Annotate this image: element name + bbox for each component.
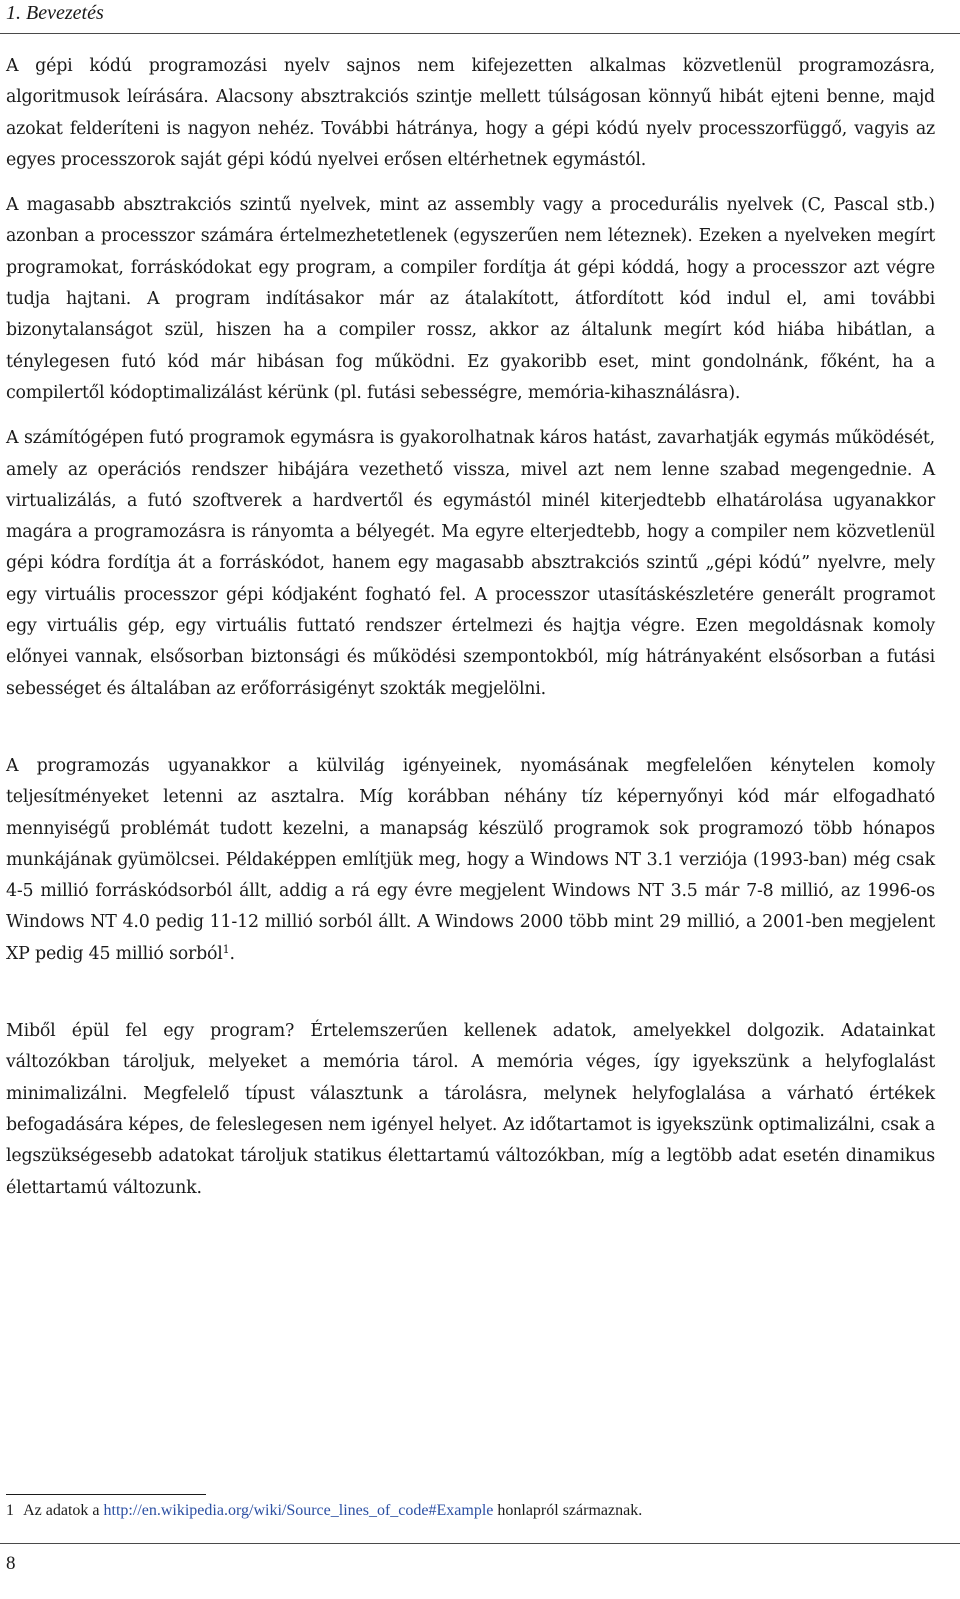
paragraph-machine-code: A gépi kódú programozási nyelv sajnos nem kifejezetten alkalmas közvetlenül programozásra, algoritmusok leírására. Alacsony absztrakciós szintje mellett túlságosan könnyű hibát ejteni benne, majd azokat felderíteni is nagyon nehéz. További hátránya, hogy a gépi kódú nyelv processzorfüggő, vagyis az egyes processzorok saját gépi kódú nyelvei erősen eltérhetnek egymástól. [6, 56, 935, 170]
paragraph-variables: Miből épül fel egy program? Értelemszerűen kellenek adatok, amelyekkel dolgozik. Adatainkat változókban tároljuk, melyeket a memória tárol. A memória véges, így igyekszünk a helyfoglalást minimalizálni. Megfelelő típust választunk a tárolásra, melynek helyfoglalása a várható értékek befogadására képes, de feleslegesen nem igényel helyet. Az időtartamot is igyekszünk optimalizálni, csak a legszükségesebb adatokat tároljuk statikus élettartamú változókban, míg a legtöbb adat esetén dinamikus élettartamú változunk. [6, 1021, 935, 1198]
body-text [6, 51, 935, 1204]
paragraph-program-size-text: A programozás ugyanakkor a külvilág igényeinek, nyomásának megfelelően kénytelen komoly teljesítményeket letenni az asztalra. Míg korábban néhány tíz képernyőnyi kód már elfogadható mennyiségű problémát tudott kezelni, a manapság készülő programok sok programozó több hónapos munkájának gyümölcsei. Példaképpen említjük meg, hogy a Windows NT 3.1 verziója (1993-ban) még csak 4-5 millió forráskódsorból állt, addig a rá egy évre megjelent Windows NT 3.5 már 7-8 millió, az 1996-os Windows NT 4.0 pedig 11-12 millió sorból állt. A Windows 2000 több mint 29 millió, a 2001-ben megjelent XP pedig 45 millió sorból [6, 755, 935, 964]
footnote-mark: 1 [6, 1502, 14, 1519]
paragraph-program-size-end: . [229, 943, 235, 964]
footer-rule [0, 1543, 960, 1544]
paragraph-high-level-languages: A magasabb absztrakciós szintű nyelvek, mint az assembly vagy a procedurális nyelvek (C, Pascal stb.) azonban a processzor számára értelmezhetetlenek (egyszerűen nem léteznek). Ezeken a nyelveken megírt programokat, forráskódokat egy program, a compiler fordítja át gépi kóddá, hogy a processzor azt végre tudja hajtani. A program indításakor már az átalakított, átfordított kód indul el, ami további bizonytalanságot szül, hiszen ha a compiler rossz, akkor az általunk megírt kód hiába hibátlan, a ténylegesen futó kód már hibásan fog működni. Ez gyakoribb eset, mint gondolnánk, főként, ha a compilertől kódoptimalizálást kérünk (pl. futási sebességre, memória-kihasználásra). [6, 195, 935, 403]
footnote-link[interactable]: http://en.wikipedia.org/wiki/Source_lines_of_code#Example [103, 1502, 494, 1519]
footnote-prefix: Az adatok a [23, 1502, 100, 1519]
page-number: 8 [6, 1553, 16, 1574]
paragraph-program-size [6, 751, 935, 970]
footnote-suffix: honlapról származnak. [497, 1502, 643, 1519]
header-rule [0, 33, 960, 34]
footnote [6, 1500, 946, 1522]
footnote-rule [6, 1494, 206, 1495]
footnote-reference[interactable]: 1 [222, 942, 230, 956]
running-header-section-title: 1. Bevezetés [6, 2, 104, 24]
paragraph-virtualization: A számítógépen futó programok egymásra is gyakorolhatnak káros hatást, zavarhatják egymás működését, amely az operációs rendszer hibájára vezethető vissza, mivel azt nem lenne szabad megengednie. A virtualizálás, a futó szoftverek a hardvertől és egymástól minél kiterjedtebb elhatárolása ugyanakkor magára a programozásra is rányomta a bélyegét. Ma egyre elterjedtebb, hogy a compiler nem közvetlenül gépi kódra fordítja át a forráskódot, hanem egy magasabb absztrakciós szintű „gépi kódú” nyelvre, mely egy virtuális processzor gépi kódjaként fogható fel. A processzor utasításkészletére generált programot egy virtuális gép, egy virtuális futtató rendszer értelmezi és hajtja végre. Ezen megoldásnak komoly előnyei vannak, elsősorban biztonsági és működési szempontokból, míg hátrányaként elsősorban a futási sebességet és általában az erőforrásigényt szokták megjelölni. [6, 428, 935, 699]
